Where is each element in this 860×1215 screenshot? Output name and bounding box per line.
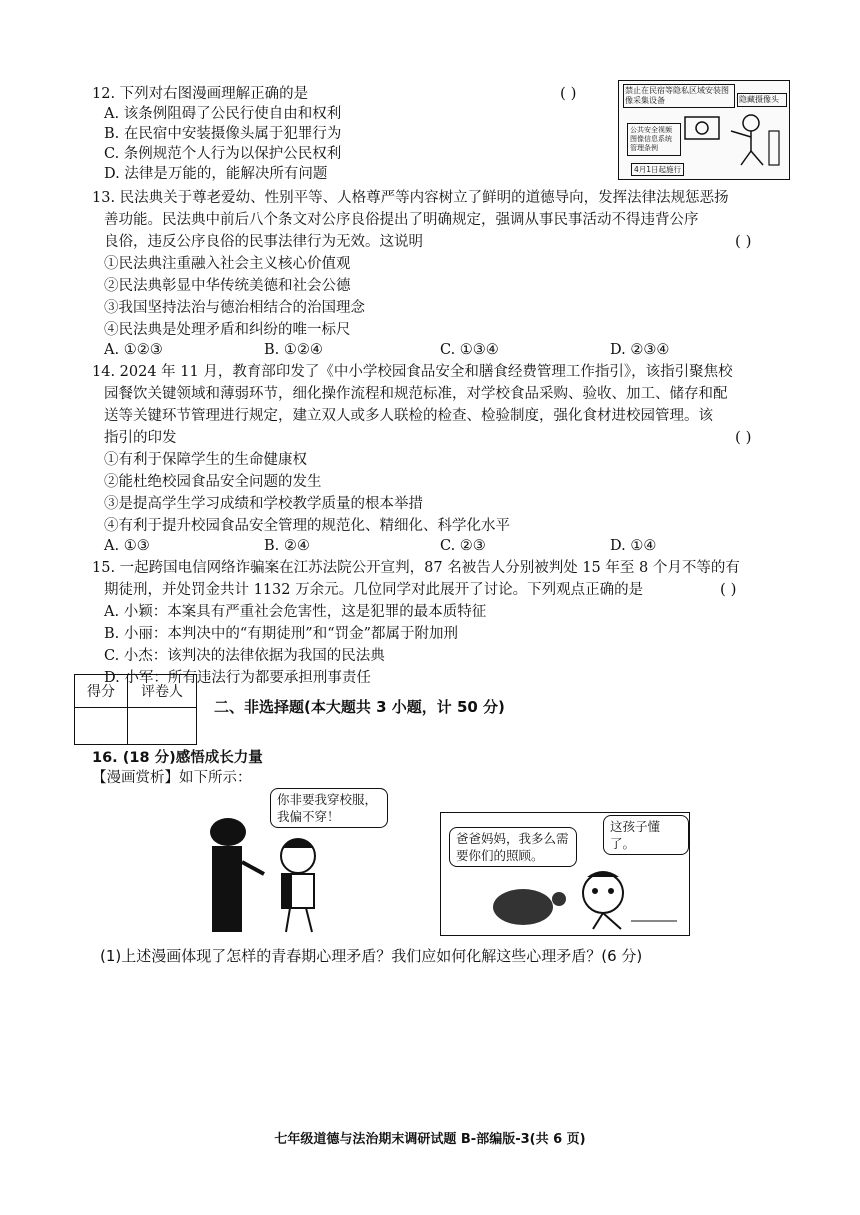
q14-item-2: ②能杜绝校园食品安全问题的发生 — [104, 474, 322, 490]
section2-title: 二、非选择题(本大题共 3 小题，计 50 分) — [214, 698, 505, 716]
q15-line-1: 15. 一起跨国电信网络诈骗案在江苏法院公开宣判，87 名被告人分别被判处 15 年至 8 个月不等的有 — [92, 560, 740, 576]
q13-choice-d: D. ②③④ — [610, 342, 670, 358]
q15-option-a: A. 小颖：本案具有严重社会危害性，这是犯罪的最本质特征 — [104, 604, 487, 620]
q14-choice-c: C. ②③ — [440, 538, 486, 554]
q12-option-a: A. 该条例阻碍了公民行使自由和权利 — [104, 106, 342, 122]
q14-line-2: 园餐饮关键领域和薄弱环节，细化操作流程和规范标准，对学校食品采购、验收、加工、储存和配 — [104, 386, 728, 402]
q15-answer-paren: ( ) — [720, 580, 737, 598]
q13-choice-a: A. ①②③ — [104, 342, 163, 358]
q12-cartoon — [618, 80, 790, 180]
score-table — [74, 674, 197, 745]
score-label: 得分 — [75, 675, 128, 708]
q13-line-3: 良俗，违反公序良俗的民事法律行为无效。这说明 — [104, 234, 423, 250]
q13-choice-c: C. ①③④ — [440, 342, 499, 358]
q13-item-2: ②民法典彰显中华传统美德和社会公德 — [104, 278, 351, 294]
q14-line-3: 送等关键环节管理进行规定，建立双人或多人联检的检查、检验制度，强化食材进校园管理。该 — [104, 408, 713, 424]
q13-line-1: 13. 民法典关于尊老爱幼、性别平等、人格尊严等内容树立了鲜明的道德导向，发挥法律法规惩恶扬 — [92, 190, 729, 206]
cartoon-date: 4月1日起施行 — [631, 163, 684, 176]
q14-line-4: 指引的印发 — [104, 430, 177, 446]
q15-option-b: B. 小丽：本判决中的“有期徒刑”和“罚金”都属于附加刑 — [104, 626, 459, 642]
q14-choice-d: D. ①④ — [610, 538, 657, 554]
q16-sub1: (1)上述漫画体现了怎样的青春期心理矛盾？我们应如何化解这些心理矛盾？(6 分) — [100, 947, 643, 965]
q14-choice-a: A. ①③ — [104, 538, 150, 554]
q13-item-3: ③我国坚持法治与德治相结合的治国理念 — [104, 300, 365, 316]
cartoon-child-turtle-drawing — [481, 869, 681, 933]
q14-item-4: ④有利于提升校园食品安全管理的规范化、精细化、科学化水平 — [104, 518, 510, 534]
cartoon-bubble-1: 你非要我穿校服，我偏不穿！ — [270, 788, 388, 828]
grader-label: 评卷人 — [128, 675, 197, 708]
q13-item-1: ①民法典注重融入社会主义核心价值观 — [104, 256, 351, 272]
cartoon-figures-drawing — [679, 111, 783, 167]
q13-line-2: 善功能。民法典中前后八个条文对公序良俗提出了明确规定，强调从事民事活动不得违背公序 — [104, 212, 699, 228]
score-cell[interactable] — [75, 708, 128, 745]
grader-cell[interactable] — [128, 708, 197, 745]
q16-subtitle: 【漫画赏析】如下所示： — [92, 770, 252, 786]
q14-item-1: ①有利于保障学生的生命健康权 — [104, 452, 307, 468]
cartoon-mother-son-drawing — [200, 816, 330, 936]
q12-stem: 12. 下列对右图漫画理解正确的是 — [92, 86, 309, 102]
q15-line-2: 期徒刑，并处罚金共计 1132 万余元。几位同学对此展开了讨论。下列观点正确的是 — [104, 582, 644, 598]
q15-option-d: D. 小军：所有违法行为都要承担刑事责任 — [104, 670, 371, 686]
cartoon-bubble-3: 这孩子懂了。 — [603, 815, 689, 855]
q16-title: 16. (18 分)感悟成长力量 — [92, 750, 263, 766]
q13-answer-paren: ( ) — [735, 232, 752, 250]
q12-option-d: D. 法律是万能的，能解决所有问题 — [104, 166, 328, 182]
q13-choice-b: B. ①②④ — [264, 342, 323, 358]
cartoon-sign-top: 禁止在民宿等隐私区域安装图像采集设备 — [623, 84, 735, 108]
q15-option-c: C. 小杰：该判决的法律依据为我国的民法典 — [104, 648, 385, 664]
q13-item-4: ④民法典是处理矛盾和纠纷的唯一标尺 — [104, 322, 351, 338]
page-footer: 七年级道德与法治期末调研试题 B-部编版-3(共 6 页) — [274, 1132, 586, 1147]
q14-answer-paren: ( ) — [735, 428, 752, 446]
q12-option-b: B. 在民宿中安装摄像头属于犯罪行为 — [104, 126, 342, 142]
cartoon-sign-right: 隐藏摄像头 — [737, 93, 787, 107]
q14-choice-b: B. ②④ — [264, 538, 310, 554]
cartoon-bubble-2: 爸爸妈妈，我多么需要你们的照顾。 — [449, 827, 577, 867]
cartoon-regulation-book: 公共安全视频图像信息系统管理条例 — [627, 123, 681, 156]
cartoon-frame-2 — [440, 812, 690, 936]
q12-answer-paren: ( ) — [560, 84, 577, 102]
q12-option-c: C. 条例规范个人行为以保护公民权利 — [104, 146, 342, 162]
q14-item-3: ③是提高学生学习成绩和学校教学质量的根本举措 — [104, 496, 423, 512]
q14-line-1: 14. 2024 年 11 月，教育部印发了《中小学校园食品安全和膳食经费管理工作指引》，该指引聚焦校 — [92, 364, 733, 380]
